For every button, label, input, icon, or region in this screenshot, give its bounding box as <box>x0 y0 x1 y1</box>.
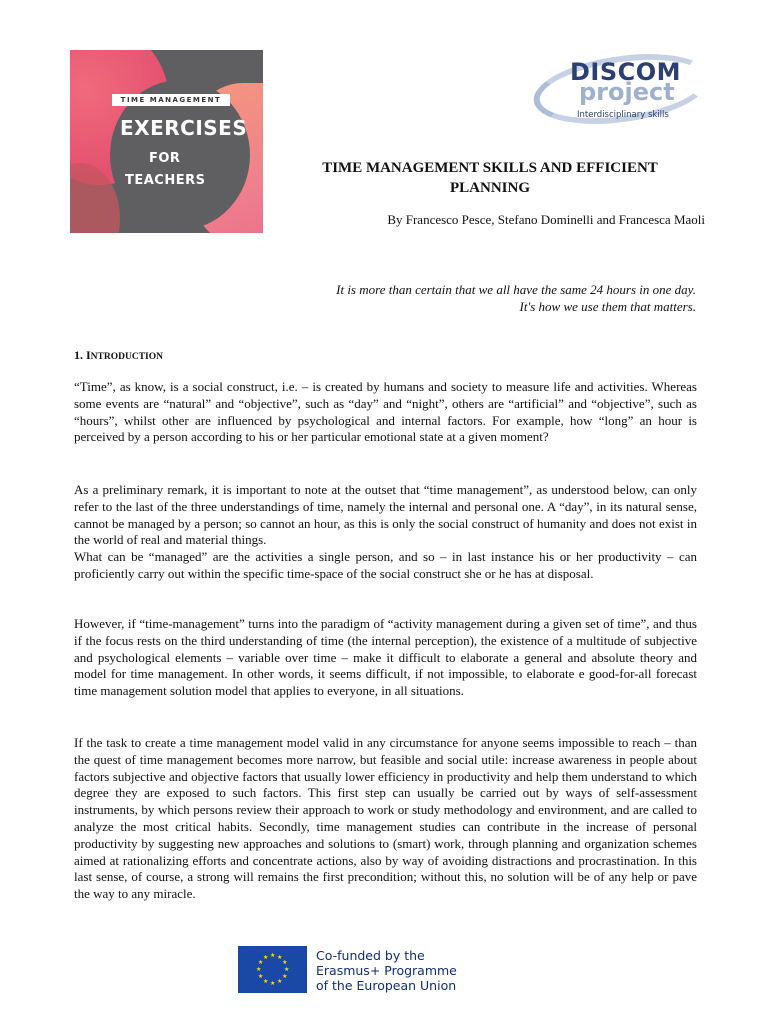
eu-star-icon: ★ <box>263 978 269 986</box>
eu-star-icon: ★ <box>270 980 276 987</box>
eu-line-1: Co-funded by the <box>316 948 425 963</box>
discom-logo <box>525 52 710 122</box>
authors: By Francesco Pesce, Stefano Dominelli and Francesca Maoli <box>387 212 705 227</box>
paragraph-text: However, if “time-management” turns into the paradigm of “activity management during a given set of time”, and thus if the focus rests on the third understanding of time (the internal perception), the existence of a multitude of subjective and psychological elements – variable over time – make it difficult to elaborate a general and absolute theory and model for time management. In other words, it seems difficult, if not impossible, to elaborate e good-for-all forecast time management solution model that applies to everyone, in all situations. <box>74 616 697 699</box>
paragraph-text: As a preliminary remark, it is important to note at the outset that “time management”, as understood below, can only refer to the last of the three understandings of time, namely the internal and personal one. A “day”, in its natural sense, cannot be managed by a person; so cannot an hour, as this is only the social construct of humanity and does not exist in the world of real and material things. <box>74 482 697 548</box>
eu-star-icon: ★ <box>257 973 264 980</box>
cover-line-teachers: TEACHERS <box>125 173 206 188</box>
eu-star-icon: ★ <box>270 952 276 959</box>
paragraph <box>74 379 697 446</box>
paragraph <box>74 735 697 903</box>
paragraph-text: If the task to create a time management model valid in any circumstance for anyone seems impossible to reach – than the quest of time management becomes more narrow, but feasible and social utile: increase awareness in people about factors subjective and objective factors that usually lower efficiency in productivity and help them understand to which degree they are exposed to such factors. This first step can usually be carried out by ways of self-assessment instruments, by which persons review their approach to work or study methodology and environment, and are called to analyze the most critical habits. Secondly, time management studies can contribute in the increase of personal productivity by suggesting new approaches and solutions to (smart) work, through planning and organization schemes aimed at rationalizing efforts and concentrate actions, also by way of avoiding distractions and procrastination. In this last sense, of course, a strong will remains the first precondition; without this, no solution will be of any help or pave the way to any miracle. <box>74 735 697 902</box>
eu-star-icon: ★ <box>277 953 283 961</box>
eu-star-icon: ★ <box>257 959 264 966</box>
logo-name-top: DISCOM <box>570 58 682 86</box>
eu-line-3: of the European Union <box>316 978 457 993</box>
epigraph-quote <box>200 281 696 315</box>
paragraph <box>74 616 697 700</box>
eu-funding-notice <box>316 948 457 993</box>
cover-line-for: FOR <box>149 151 181 166</box>
eu-star-icon: ★ <box>284 966 290 973</box>
cover-heading: EXERCISES <box>120 116 248 140</box>
document-title <box>275 158 705 198</box>
title-line-1: TIME MANAGEMENT SKILLS AND EFFICIENT <box>322 160 658 176</box>
logo-tagline: Interdisciplinary skills <box>577 110 669 120</box>
quote-line-1: It is more than certain that we all have the same 24 hours in one day. <box>336 282 696 297</box>
eu-star-icon: ★ <box>282 959 288 966</box>
cover-tag: TIME MANAGEMENT <box>112 94 230 106</box>
paragraph-text: “Time”, as know, is a social construct, i.e. – is created by humans and society to measure life and activities. Whereas some events are “natural” and “objective”, such as “day” and “night”, others are “artificial” and “objective”, such as “hours”, whilst other are influenced by psychological and internal factors. For example, how “long” an hour is perceived by a person according to his or her particular emotional state at a given moment? <box>74 379 697 445</box>
cover-image <box>70 50 263 233</box>
section-number: 1. I <box>74 348 91 362</box>
quote-line-2: It's how we use them that matters. <box>519 299 696 314</box>
eu-star-icon: ★ <box>277 978 283 986</box>
paragraph <box>74 482 697 583</box>
eu-star-icon: ★ <box>256 966 262 973</box>
logo-name-bottom: project <box>579 78 675 106</box>
eu-line-2: Erasmus+ Programme <box>316 963 457 978</box>
paragraph-text: What can be “managed” are the activities a single person, and so – in last instance his or her productivity – can proficiently carry out within the specific time-space of the social construct she or he has at disposal. <box>74 549 697 581</box>
eu-flag-icon <box>238 946 307 993</box>
section-title: NTRODUCTION <box>90 352 163 362</box>
eu-star-icon: ★ <box>263 953 269 961</box>
eu-star-icon: ★ <box>282 973 288 980</box>
section-heading <box>74 348 163 363</box>
title-line-2: PLANNING <box>449 180 530 196</box>
